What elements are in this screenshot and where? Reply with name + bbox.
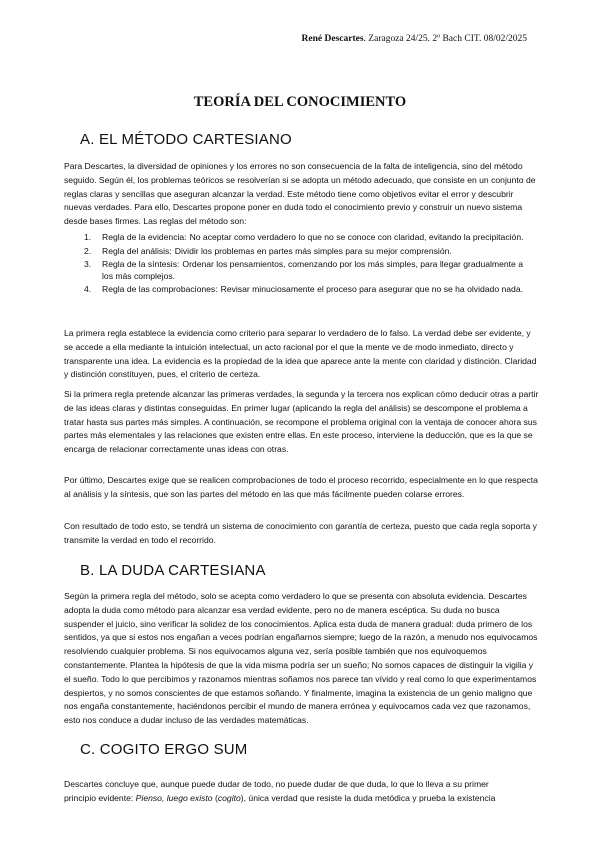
rule-number: 3. — [84, 259, 92, 269]
section-c-line-2-paren: ( — [212, 792, 218, 803]
rule-item — [84, 246, 524, 258]
rule-text: No aceptar como verdadero lo que no se conoce con claridad, evitando la precipitación. — [189, 232, 524, 242]
section-a-paragraph-4: Por último, Descartes exige que se realicen comprobaciones de todo el proceso recorrido, especialmente en lo que respecta al análisis y la síntesis, que son las partes del método en las que más fácilmente pueden colarse errores. — [64, 475, 538, 499]
section-b-paragraph-1: Según la primera regla del método, solo se acepta como verdadero lo que se presenta con absoluta evidencia. Descartes adopta la duda como método para alcanzar esa verdad evidente, pero no de manera escéptica. Su duda no busca suspender el juicio, sino verificar la solidez de los conocimientos. Aplica esta duda de manera gradual: duda primero de los sentidos, ya que si estos nos engañan a veces podrían engañarnos siempre; luego de la razón, a menudo nos equivocamos resolviendo cualquier problema. Si nos equivocamos alguna vez, sería posible también que nos equivoquemos constantemente. Plantea la hipótesis de que la vida misma podría ser un sueño; No somos capaces de distinguir la vigilia y el sueño. Todo lo que percibimos y razonamos mientras soñamos nos parece tan vívido y real como lo que experimentamos despiertos, y no somos conscientes de que estamos soñando. Y finalmente, imagina la existencia de un genio maligno que nos engaña constantemente, haciéndonos percibir el mundo de manera errónea y equivocamos cada vez que razonamos, esto nos conduce a dudar incluso de las verdades matemáticas. — [64, 591, 538, 726]
rule-text: Revisar minuciosamente el proceso para asegurar que no se ha olvidado nada. — [220, 284, 524, 294]
cogito-term: cogito — [217, 792, 241, 803]
section-c-line-1: Descartes concluye que, aunque puede dudar de todo, no puede dudar de que duda, lo que lo lleva a su primer — [64, 779, 489, 789]
method-rules-list — [84, 232, 524, 296]
section-c-line-2-end: ), única verdad que resiste la duda metódica y prueba la existencia — [240, 792, 496, 803]
rule-item — [84, 259, 524, 282]
rule-text: Ordenar los pensamientos, comenzando por los más simples, para llegar gradualmente a los más complejos. — [102, 259, 523, 281]
rule-number: 2. — [84, 245, 92, 256]
rule-number: 4. — [84, 284, 92, 294]
rule-item — [84, 284, 524, 296]
rule-name: Regla de la evidencia: — [102, 232, 187, 242]
section-a-paragraph-3: Si la primera regla pretende alcanzar las primeras verdades, la segunda y la tercera nos explican cómo deducir otras a partir de las ideas claras y distintas conseguidas. En primer lugar (aplicando la regla del análisis) se descompone el problema a tratar hasta sus partes más simples. A continuación, se recompone el problema original con la ventaja de conocer ahora sus partes más elementales y las relaciones que existen entre ellas. En este proceso, interviene la deducción, que es la que se encarga de relacionar correctamente unas ideas con otras. — [64, 389, 539, 455]
rule-name: Regla del análisis: — [102, 245, 172, 256]
cogito-phrase: Pienso, luego existo — [135, 792, 213, 803]
section-c-line-2-start: principio evidente: — [64, 792, 136, 803]
running-header — [302, 34, 527, 44]
section-a-heading: A. EL MÉTODO CARTESIANO — [80, 131, 292, 148]
section-c-paragraph-1 — [64, 778, 544, 806]
header-author: René Descartes — [301, 34, 364, 44]
section-a-paragraph-2: La primera regla establece la evidencia como criterio para separar lo verdadero de lo falso. La verdad debe ser evidente, y se accede a ella mediante la intuición intelectual, un acto racional por el que la mente ve de modo inmediato, directo y transparente una idea. La evidencia es la propiedad de la idea que aparece ante la mente con claridad y distinción. Claridad y distinción constituyen, pues, el criterio de certeza. — [64, 328, 537, 380]
rule-number: 1. — [84, 232, 92, 242]
section-c-heading: C. COGITO ERGO SUM — [80, 741, 248, 758]
section-b-heading: B. LA DUDA CARTESIANA — [80, 562, 266, 579]
document-title: TEORÍA DEL CONOCIMIENTO — [193, 94, 407, 110]
rule-name: Regla de la síntesis: — [102, 259, 180, 269]
section-a-paragraph-5: Con resultado de todo esto, se tendrá un sistema de conocimiento con garantía de certeza, puesto que cada regla soporta y transmite la verdad en todo el recorrido. — [64, 521, 537, 545]
rule-text: Dividir los problemas en partes más simples para su mejor comprensión. — [174, 245, 452, 256]
rule-name: Regla de las comprobaciones: — [102, 284, 218, 294]
header-info: . Zaragoza 24/25. 2º Bach CIT. 08/02/2025 — [363, 34, 527, 44]
rule-item — [84, 232, 524, 244]
section-a-intro: Para Descartes, la diversidad de opiniones y los errores no son consecuencia de la falta de inteligencia, sino del método seguido. Según él, los problemas teóricos se resolverían si se adopta un método adecuado, que consiste en un conjunto de reglas claras y sencillas que aseguran alcanzar la verdad. Este método tiene como objetivos evitar el error y descubrir nuevas verdades. Para ello, Descartes propone poner en duda todo el conocimiento previo y construir un nuevo sistema desde bases firmes. Las reglas del método son: — [64, 161, 536, 227]
